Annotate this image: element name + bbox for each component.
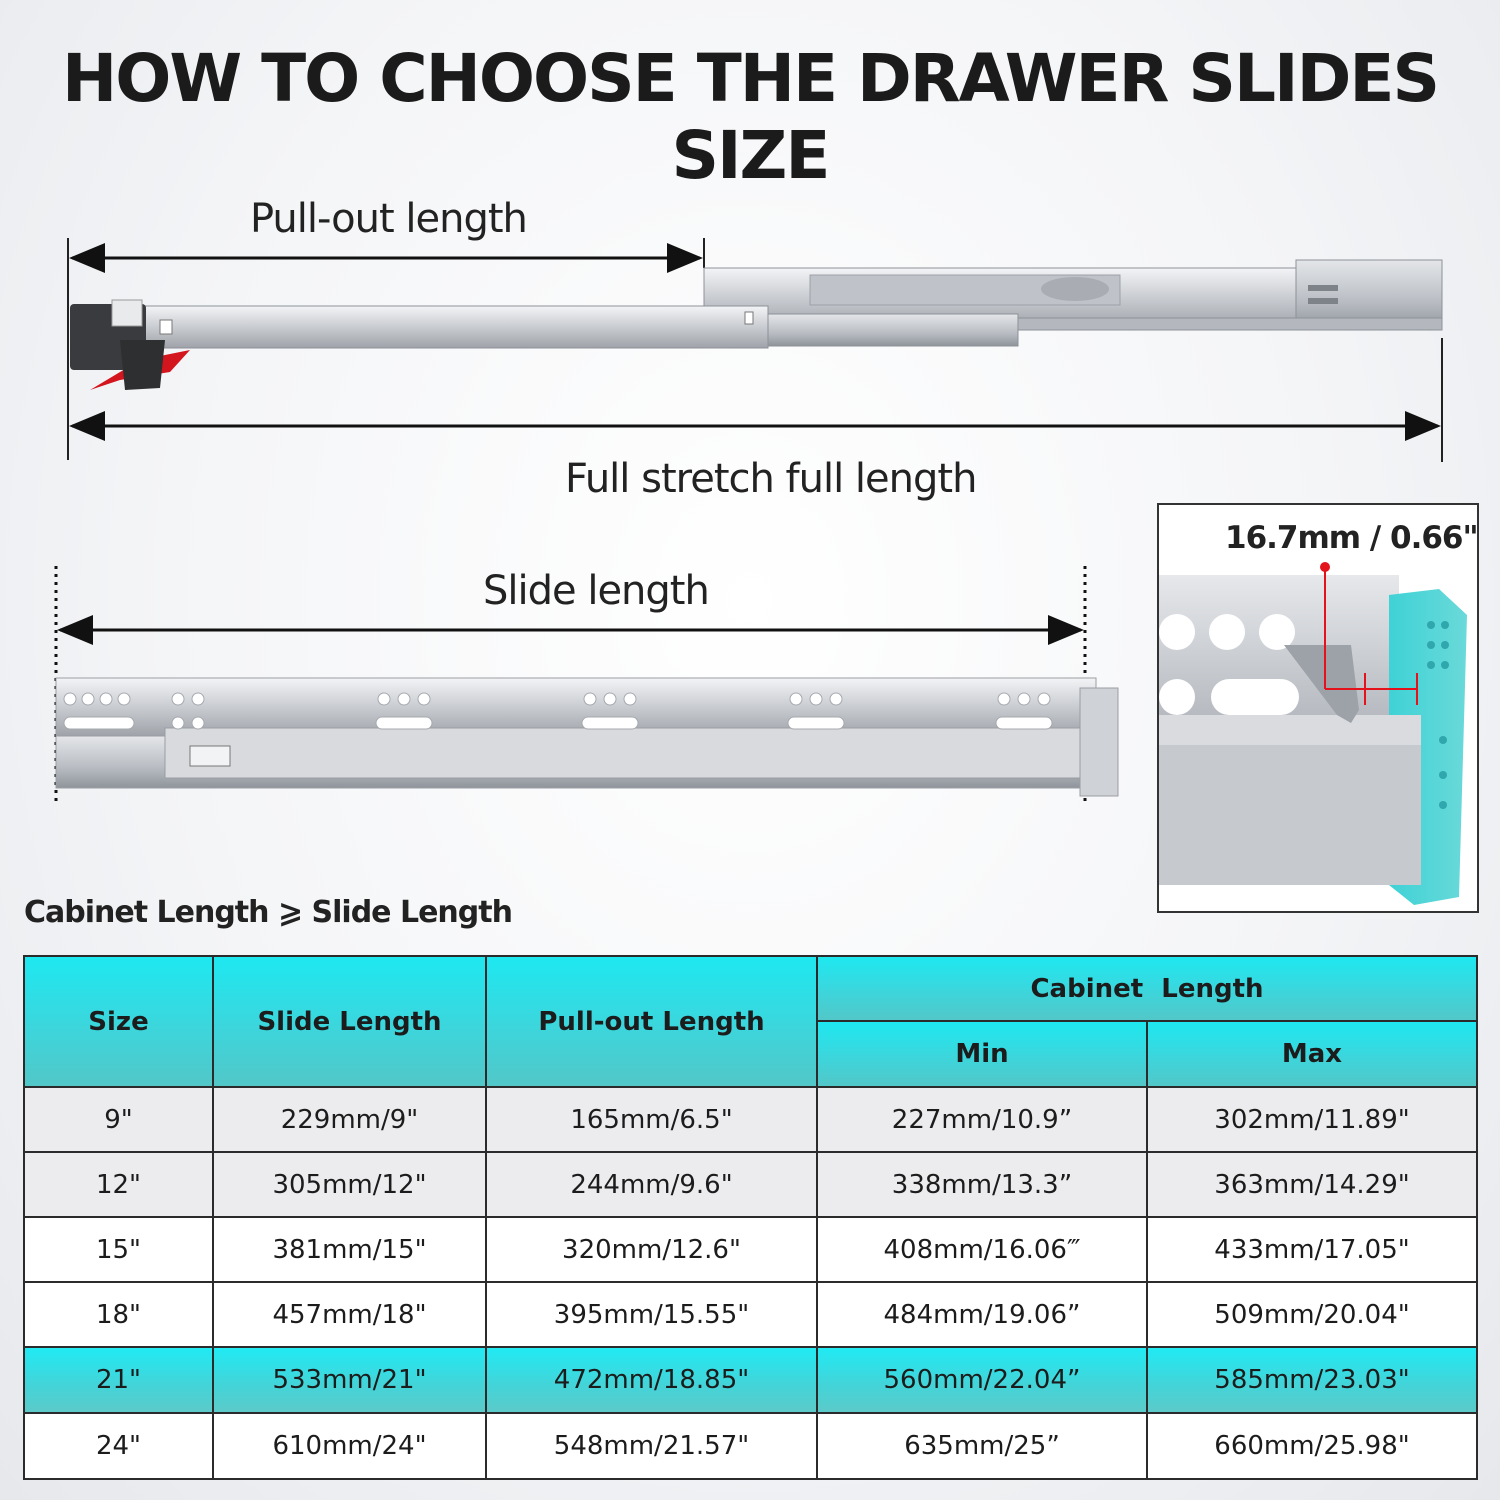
header-min: Min [817, 1021, 1147, 1087]
cell-slide-length: 305mm/12" [213, 1152, 486, 1217]
table-row-highlighted [24, 1347, 1477, 1413]
header-max: Max [1147, 1021, 1477, 1087]
cell-slide-length: 533mm/21" [213, 1347, 486, 1413]
page-title: HOW TO CHOOSE THE DRAWER SLIDES SIZE [62, 40, 1438, 194]
cell-cabinet-max: 363mm/14.29" [1147, 1152, 1477, 1217]
table-row [24, 1413, 1477, 1479]
cell-cabinet-min: 338mm/13.3” [817, 1152, 1147, 1217]
cell-size: 18" [24, 1282, 213, 1347]
cell-size: 15" [24, 1217, 213, 1282]
cell-cabinet-min: 227mm/10.9” [817, 1087, 1147, 1152]
cell-size: 9" [24, 1087, 213, 1152]
cell-pullout-length: 320mm/12.6" [486, 1217, 817, 1282]
cell-pullout-length: 165mm/6.5" [486, 1087, 817, 1152]
closed-slide [56, 678, 1118, 796]
header-size: Size [24, 956, 213, 1087]
cell-size: 21" [24, 1347, 213, 1413]
extended-slide [70, 260, 1442, 390]
cell-pullout-length: 395mm/15.55" [486, 1282, 817, 1347]
size-chart-table [23, 955, 1478, 1480]
cell-cabinet-max: 302mm/11.89" [1147, 1087, 1477, 1152]
cell-slide-length: 610mm/24" [213, 1413, 486, 1479]
table-row [24, 1152, 1477, 1217]
cabinet-rule-subtitle: Cabinet Length ⩾ Slide Length [24, 895, 512, 930]
cell-pullout-length: 244mm/9.6" [486, 1152, 817, 1217]
header-cabinet-length: Cabinet Length [817, 956, 1477, 1021]
inset-dimension-label: 16.7mm / 0.66" [1225, 520, 1478, 556]
header-slide-length: Slide Length [213, 956, 486, 1087]
cell-cabinet-max: 585mm/23.03" [1147, 1347, 1477, 1413]
cell-cabinet-min: 484mm/19.06” [817, 1282, 1147, 1347]
header-pullout-length: Pull-out Length [486, 956, 817, 1087]
cell-cabinet-min: 560mm/22.04” [817, 1347, 1147, 1413]
cell-pullout-length: 548mm/21.57" [486, 1413, 817, 1479]
pullout-length-label: Pull-out length [250, 196, 527, 242]
cell-cabinet-max: 433mm/17.05" [1147, 1217, 1477, 1282]
full-stretch-length-label: Full stretch full length [565, 456, 977, 502]
table-row [24, 1217, 1477, 1282]
cell-slide-length: 229mm/9" [213, 1087, 486, 1152]
cell-cabinet-min: 408mm/16.06‴ [817, 1217, 1147, 1282]
cell-cabinet-max: 509mm/20.04" [1147, 1282, 1477, 1347]
inset-illustration [1159, 505, 1479, 913]
cell-slide-length: 457mm/18" [213, 1282, 486, 1347]
cell-cabinet-max: 660mm/25.98" [1147, 1413, 1477, 1479]
cell-cabinet-min: 635mm/25” [817, 1413, 1147, 1479]
full-stretch-dimension [72, 338, 1442, 462]
table-row [24, 1282, 1477, 1347]
cell-size: 12" [24, 1152, 213, 1217]
cell-size: 24" [24, 1413, 213, 1479]
cell-slide-length: 381mm/15" [213, 1217, 486, 1282]
table-row [24, 1087, 1477, 1152]
inset-detail [1157, 503, 1479, 913]
slide-length-label: Slide length [483, 568, 709, 614]
cell-pullout-length: 472mm/18.85" [486, 1347, 817, 1413]
